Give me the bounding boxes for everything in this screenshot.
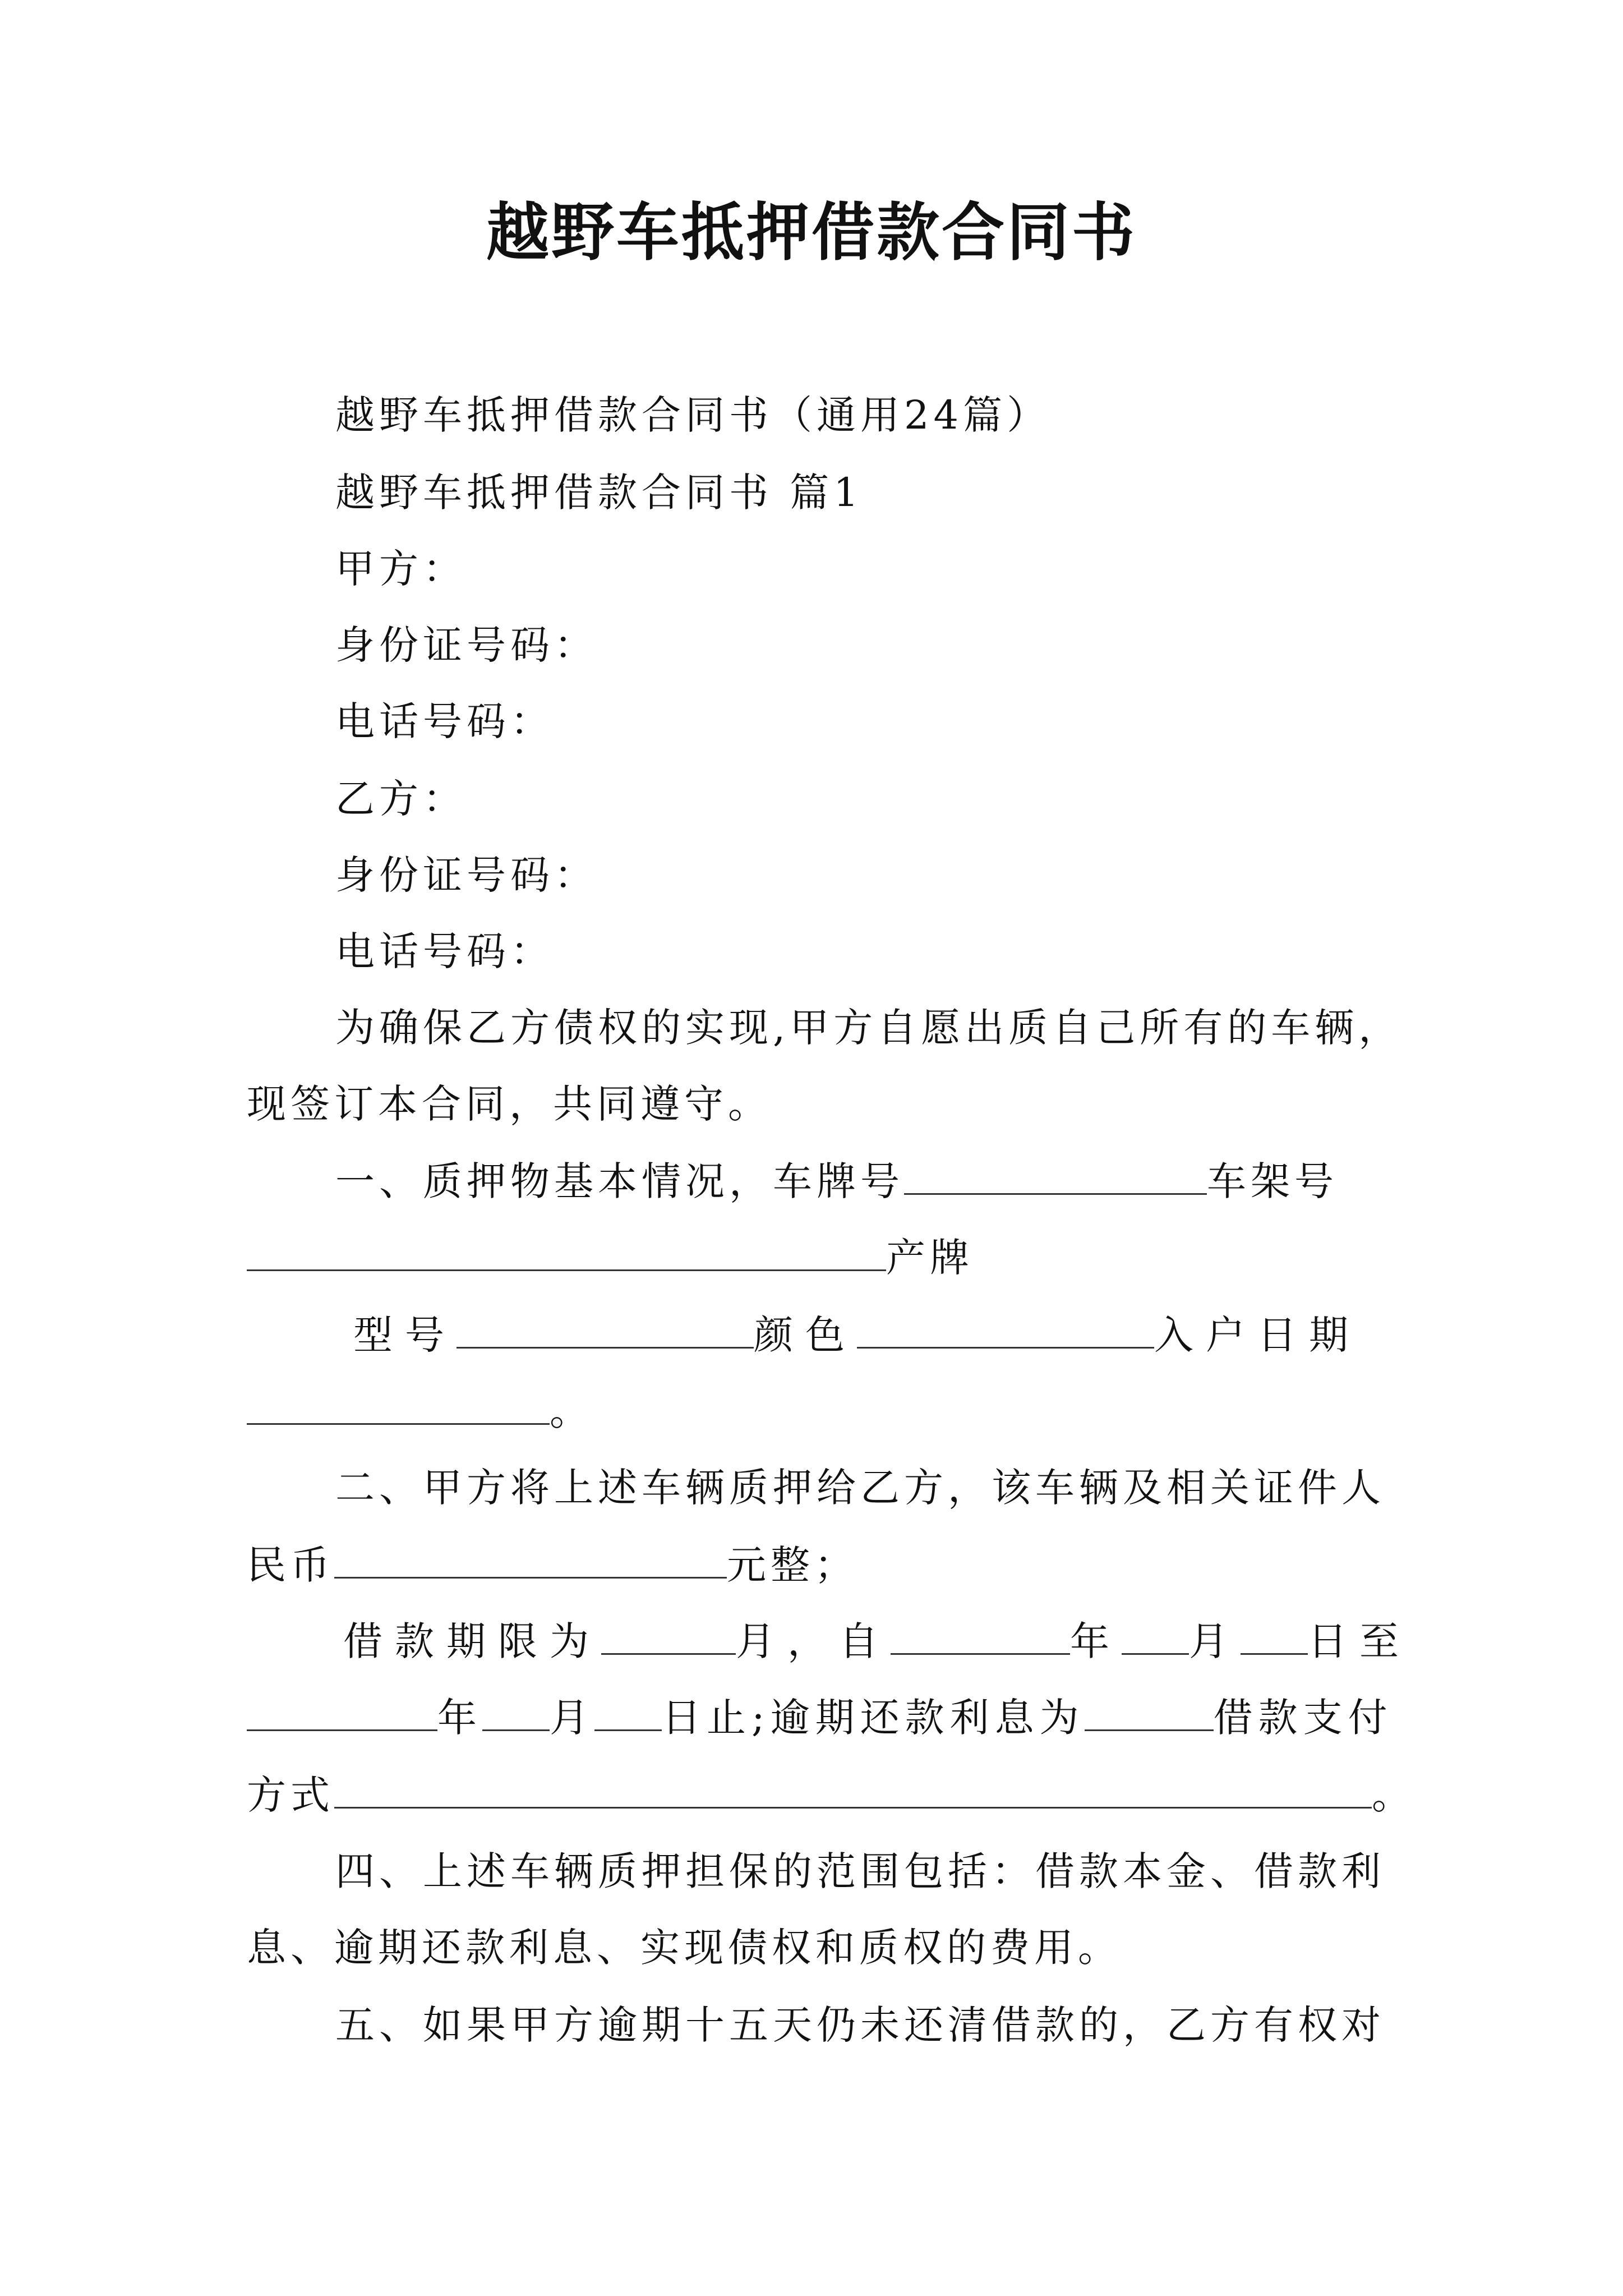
document-title: 越野车抵押借款合同书 [486, 196, 1137, 269]
party-a-phone-label: 电话号码： [335, 698, 554, 744]
party-a-label: 甲方： [335, 546, 467, 592]
party-b-phone-label: 电话号码： [335, 928, 554, 974]
loan-months-blank [601, 1614, 736, 1655]
party-b-label: 乙方： [335, 776, 467, 822]
document-subtitle: 越野车抵押借款合同书（通用24篇） [335, 392, 1051, 438]
clause-1-line-3 [353, 1307, 1361, 1363]
loan-term-line-1 [343, 1613, 1411, 1669]
loan-from-label: 月，自 [736, 1618, 891, 1664]
clause-5-line-1: 五、如果甲方逾期十五天仍未还清借款的，乙方有权对 [335, 2002, 1385, 2048]
clause-1-line-4 [247, 1383, 593, 1439]
amount-suffix: 元整； [727, 1542, 858, 1588]
party-b-id-label: 身份证号码： [335, 852, 598, 898]
clause-2-line-2 [247, 1537, 858, 1593]
start-month-blank [1122, 1614, 1189, 1655]
payment-method-label-2: 方式 [247, 1772, 334, 1818]
clause-1-end: 。 [550, 1388, 593, 1434]
loan-term-line-3 [247, 1767, 1415, 1823]
start-day-blank [1241, 1614, 1308, 1655]
clause-2-line-1: 二、甲方将上述车辆质押给乙方，该车辆及相关证件人 [335, 1465, 1385, 1511]
end-year-blank [247, 1690, 437, 1731]
start-day-label: 日至 [1308, 1618, 1411, 1664]
clause-1-line-1 [335, 1153, 1338, 1209]
frame-number-label: 车架号 [1207, 1158, 1338, 1204]
clause-4-line-1: 四、上述车辆质押担保的范围包括：借款本金、借款利 [335, 1848, 1385, 1894]
payment-method-label: 借款支付 [1213, 1695, 1393, 1741]
model-blank [457, 1308, 754, 1349]
loan-term-label: 借款期限为 [343, 1618, 601, 1664]
loan-term-line-2 [247, 1690, 1393, 1746]
registration-date-label: 入户日期 [1154, 1312, 1361, 1358]
frame-number-blank [247, 1230, 886, 1271]
payment-method-blank [334, 1768, 1372, 1809]
end-month-blank [482, 1690, 550, 1731]
registration-date-blank [247, 1384, 550, 1425]
color-blank [857, 1308, 1154, 1349]
party-a-id-label: 身份证号码： [335, 622, 598, 668]
end-month-label: 月 [550, 1695, 594, 1741]
amount-blank [334, 1538, 727, 1579]
start-year-blank [891, 1614, 1070, 1655]
loan-term-end: 。 [1372, 1772, 1415, 1818]
overdue-interest-label: 日止;逾期还款利息为 [662, 1695, 1085, 1741]
clause-1-vehicle-info-label: 一、质押物基本情况，车牌号 [335, 1158, 904, 1204]
start-month-label: 月 [1189, 1618, 1241, 1664]
overdue-interest-blank [1085, 1690, 1214, 1731]
clause-4-line-2: 息、逾期还款利息、实现债权和质权的费用。 [247, 1925, 1122, 1971]
brand-label: 产牌 [886, 1235, 974, 1281]
end-year-label: 年 [437, 1695, 482, 1741]
clause-1-line-2 [247, 1230, 974, 1286]
end-day-blank [594, 1690, 662, 1731]
currency-label: 民币 [247, 1542, 334, 1588]
model-label: 型号 [353, 1312, 457, 1358]
section-heading: 越野车抵押借款合同书 篇1 [335, 470, 863, 516]
intro-paragraph-line-2: 现签订本合同，共同遵守。 [247, 1081, 772, 1127]
plate-number-blank [904, 1154, 1207, 1195]
intro-paragraph-line-1: 为确保乙方债权的实现,甲方自愿出质自己所有的车辆， [335, 1005, 1403, 1051]
start-year-label: 年 [1070, 1618, 1122, 1664]
color-label: 颜色 [754, 1312, 857, 1358]
